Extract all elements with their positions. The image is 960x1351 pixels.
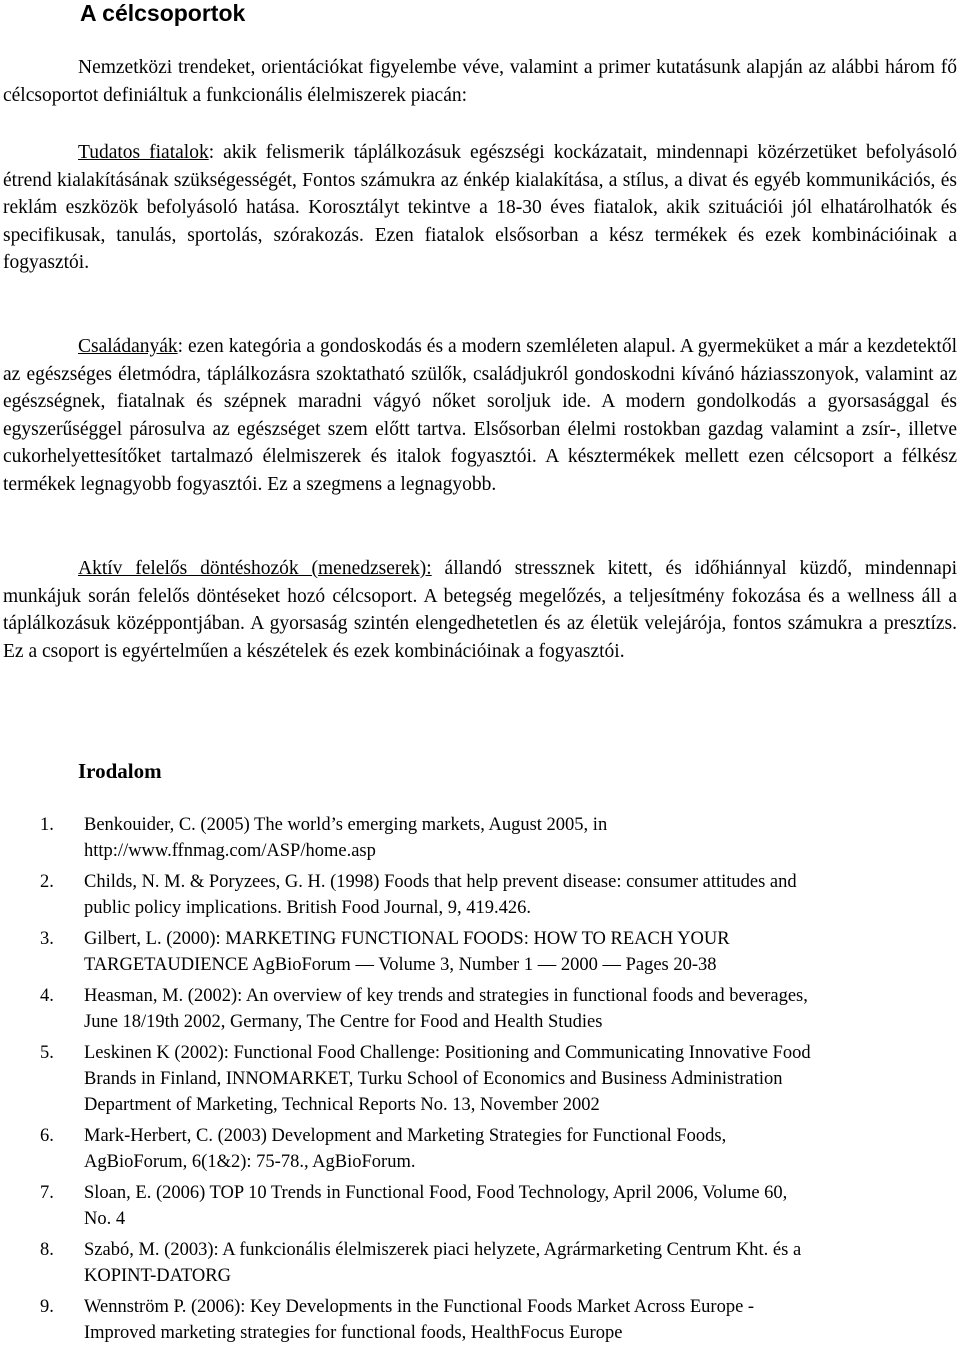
group-title-separator: : <box>177 336 184 357</box>
reference-line: Improved marketing strategies for functional foods, HealthFocus Europe <box>84 1323 623 1343</box>
intro-paragraph <box>3 54 957 109</box>
group-title: Aktív felelős döntéshozók (menedzserek): <box>78 558 432 579</box>
section-title: A célcsoportok <box>80 0 246 26</box>
reference-line: AgBioForum, 6(1&2): 75-78., AgBioForum. <box>84 1152 416 1172</box>
reference-line: Sloan, E. (2006) TOP 10 Trends in Functional Food, Food Technology, April 2006, Volume 60, <box>84 1183 788 1203</box>
reference-line: Mark-Herbert, C. (2003) Development and Marketing Strategies for Functional Foods, <box>84 1126 727 1146</box>
reference-line: Szabó, M. (2003): A funkcionális élelmiszerek piaci helyzete, Agrármarketing Centrum Kht. és a <box>84 1240 802 1260</box>
reference-item <box>0 812 940 864</box>
reference-line: Heasman, M. (2002): An overview of key trends and strategies in functional foods and beverages, <box>84 986 808 1006</box>
reference-item <box>0 1180 940 1232</box>
reference-line: Brands in Finland, INNOMARKET, Turku School of Economics and Business Administration <box>84 1069 783 1089</box>
reference-line: Department of Marketing, Technical Reports No. 13, November 2002 <box>84 1095 600 1115</box>
reference-line: public policy implications. British Food Journal, 9, 419.426. <box>84 898 532 918</box>
references-title: Irodalom <box>78 759 162 783</box>
reference-number: 3. <box>40 929 54 949</box>
group-title: Tudatos fiatalok <box>78 142 209 163</box>
reference-line: TARGETAUDIENCE AgBioForum — Volume 3, Number 1 — 2000 — Pages 20-38 <box>84 955 717 975</box>
reference-line: KOPINT-DATORG <box>84 1266 231 1286</box>
reference-item <box>0 1294 940 1346</box>
group-paragraph-young <box>3 139 957 277</box>
reference-line: Childs, N. M. & Poryzees, G. H. (1998) Foods that help prevent disease: consumer attitudes and <box>84 872 797 892</box>
intro-text: Nemzetközi trendeket, orientációkat figyelembe véve, valamint a primer kutatásunk alapján az alábbi három fő célcsoportot definiáltuk a funkcionális élelmiszerek piacán: <box>3 57 957 106</box>
reference-line: No. 4 <box>84 1209 126 1229</box>
reference-number: 4. <box>40 986 54 1006</box>
group-text: állandó stressznek kitett, és időhiánnyal küzdő, mindennapi munkájuk során felelős döntéseket hozó célcsoport. A betegség megelőzés, a teljesítmény fokozása és a wellness áll a táplálkozásuk középpontjában. A gyorsaság szintén elengedhetetlen és az életük velejárója, fontos számukra a presztízs. Ez a csoport is egyértelműen a készételek és ezek kombinációinak a fogyasztói. <box>3 558 957 662</box>
reference-item <box>0 983 940 1035</box>
group-title: Családanyák <box>78 336 178 357</box>
reference-item <box>0 869 940 921</box>
group-text: ezen kategória a gondoskodás és a modern szemléleten alapul. A gyermeküket a már a kezdetektől az egészséges életmódra, táplálkozásra szoktatható szülők, családjukról gondoskodni kívánó háziasszonyok, valamint az egészségnek, fiatalnak és szépnek maradni vágyó nőket soroljuk ide. A modern gondolkodás a gyorsasággal és egyszerűséggel párosulva az egészséget szem előtt tartva. Elsősorban élelmi rostokban gazdag valamint a zsír-, illetve cukorhelyettesítőket tartalmazó élelmiszerek és italok fogyasztói. A késztermékek mellett ezen célcsoport a félkész termékek legnagyobb fogyasztói. Ez a szegmens a legnagyobb. <box>3 336 957 495</box>
reference-number: 8. <box>40 1240 54 1260</box>
reference-item <box>0 1040 940 1118</box>
reference-item <box>0 1237 940 1289</box>
reference-number: 6. <box>40 1126 54 1146</box>
reference-item <box>0 1123 940 1175</box>
reference-number: 1. <box>40 815 54 835</box>
reference-number: 7. <box>40 1183 54 1203</box>
reference-line: http://www.ffnmag.com/ASP/home.asp <box>84 841 376 861</box>
reference-line: Wennström P. (2006): Key Developments in the Functional Foods Market Across Europe - <box>84 1297 755 1317</box>
group-title-separator: : <box>208 142 215 163</box>
group-paragraph-managers <box>3 555 957 665</box>
reference-line: June 18/19th 2002, Germany, The Centre for Food and Health Studies <box>84 1012 603 1032</box>
reference-item <box>0 926 940 978</box>
reference-number: 9. <box>40 1297 54 1317</box>
reference-number: 2. <box>40 872 54 892</box>
group-paragraph-mothers <box>3 333 957 499</box>
group-text: akik felismerik táplálkozásuk egészségi kockázatait, mindennapi közérzetüket befolyásoló étrend kialakításának szükségességét, Fontos számukra az énkép kialakítása, a stílus, a divat és egyéb kommunikációs, és reklám eszközök befolyásoló hatása. Korosztályt tekintve a 18-30 éves fiatalok, akik szituációi jól elhatárolhatók és specifikusak, tanulás, sportolás, szórakozás. Ezen fiatalok elsősorban a kész termékek és ezek kombinációinak a fogyasztói. <box>3 142 957 274</box>
reference-line: Benkouider, C. (2005) The world’s emerging markets, August 2005, in <box>84 815 608 835</box>
reference-line: Gilbert, L. (2000): MARKETING FUNCTIONAL FOODS: HOW TO REACH YOUR <box>84 929 730 949</box>
references-list <box>0 812 940 1351</box>
reference-line: Leskinen K (2002): Functional Food Challenge: Positioning and Communicating Innovative Food <box>84 1043 811 1063</box>
reference-number: 5. <box>40 1043 54 1063</box>
